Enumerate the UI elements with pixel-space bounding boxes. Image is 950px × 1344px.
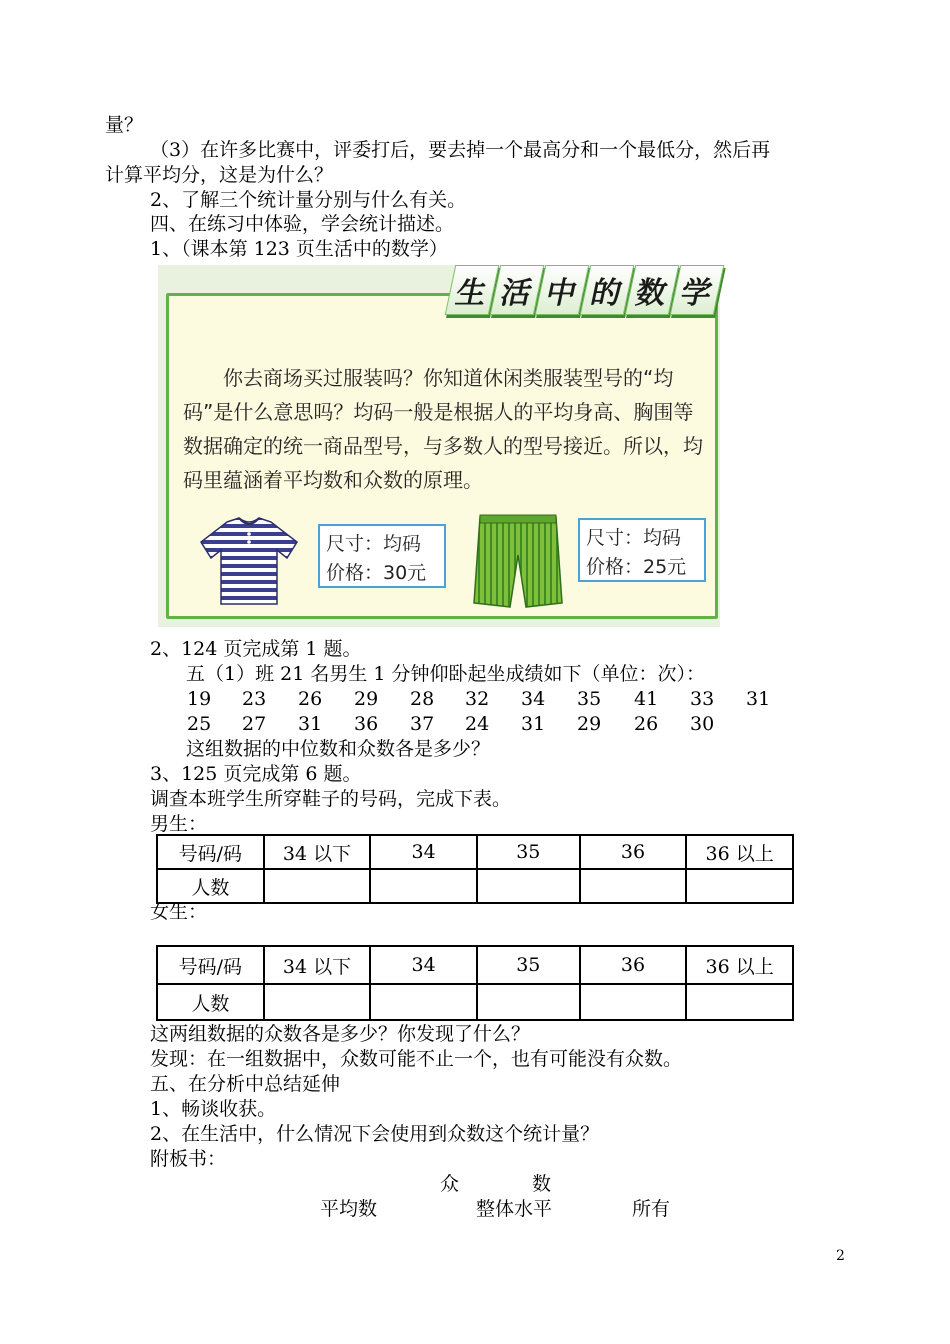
table-cell-empty[interactable]: [686, 984, 793, 1020]
table-header-cell: 号码/码: [157, 946, 264, 984]
textbook-inset: [158, 265, 720, 627]
exercise-2-heading: 2、124 页完成第 1 题。: [150, 638, 362, 660]
exercise-3-instruction: 调查本班学生所穿鞋子的号码，完成下表。: [150, 788, 512, 810]
table-cell-empty[interactable]: [580, 984, 687, 1020]
boys-label: 男生：: [150, 813, 208, 835]
table-header-cell: 34: [370, 946, 477, 984]
shorts-price-tag: 尺寸：均码 价格：25元: [578, 518, 706, 582]
data-value: 34: [521, 688, 546, 710]
inset-paragraph: 你去商场买过服装吗？你知道休闲类服装型号的“均码”是什么意思吗？均码一般是根据人的平均身高、胸围等数据确定的统一商品型号，与多数人的型号接近。所以，均码里蕴涵着平均数和众数的原理。: [183, 366, 703, 492]
data-value: 24: [465, 713, 490, 735]
text-line-4: 2、了解三个统计量分别与什么有关。: [150, 189, 467, 211]
board-title-char-2: 数: [532, 1173, 552, 1195]
data-value: 29: [577, 713, 602, 735]
board-label: 附板书：: [150, 1148, 227, 1170]
table-cell-empty[interactable]: [264, 869, 371, 903]
banner-char: 生: [445, 265, 500, 315]
exercise-2-question: 这组数据的中位数和众数各是多少？: [186, 738, 491, 760]
exercise-3-question: 这两组数据的众数各是多少？你发现了什么？: [150, 1023, 531, 1045]
data-value: 32: [465, 688, 490, 710]
green-shorts-image: [472, 511, 564, 611]
banner-char: 的: [580, 265, 635, 315]
striped-shirt-image: [197, 516, 301, 608]
page-number: 2: [836, 1248, 845, 1264]
table-cell-empty[interactable]: [477, 984, 580, 1020]
table-header-row: [157, 946, 793, 984]
boys-shoe-table: [156, 834, 794, 904]
data-value: 37: [410, 713, 435, 735]
data-value: 23: [242, 688, 267, 710]
exercise-1-heading: 1、（课本第 123 页生活中的数学）: [150, 238, 448, 260]
section-5-item-1: 1、畅谈收获。: [150, 1098, 277, 1120]
table-cell-empty[interactable]: [686, 869, 793, 903]
table-row: [157, 869, 793, 903]
text-line-2: （3）在许多比赛中，评委打后，要去掉一个最高分和一个最低分，然后再: [150, 139, 771, 161]
data-value: 27: [242, 713, 267, 735]
finding-text: 发现：在一组数据中，众数可能不止一个，也有可能没有众数。: [150, 1048, 683, 1070]
table-cell-empty[interactable]: [264, 984, 371, 1020]
table-cell-empty[interactable]: [370, 869, 477, 903]
exercise-2-intro: 五（1）班 21 名男生 1 分钟仰卧起坐成绩如下（单位：次）：: [186, 663, 706, 685]
table-header-cell: 34 以下: [264, 835, 371, 869]
data-value: 33: [690, 688, 715, 710]
inset-banner: [450, 265, 720, 327]
table-header-cell: 36: [580, 946, 687, 984]
table-row-label: 人数: [157, 869, 264, 903]
table-row: [157, 984, 793, 1020]
table-header-cell: 36: [580, 835, 687, 869]
data-value: 31: [298, 713, 323, 735]
data-value: 28: [410, 688, 435, 710]
data-value: 36: [354, 713, 379, 735]
banner-char: 中: [535, 265, 590, 315]
banner-char: 学: [670, 265, 725, 315]
table-header-cell: 34: [370, 835, 477, 869]
table-header-cell: 号码/码: [157, 835, 264, 869]
board-col-2: 整体水平: [476, 1198, 553, 1220]
girls-shoe-table: [156, 945, 794, 1021]
data-row-2: [0, 712, 950, 736]
table-header-row: [157, 835, 793, 869]
data-value: 31: [746, 688, 771, 710]
board-col-1: 平均数: [320, 1198, 378, 1220]
table-header-cell: 36 以上: [686, 946, 793, 984]
table-row-label: 人数: [157, 984, 264, 1020]
table-header-cell: 34 以下: [264, 946, 371, 984]
section-5-heading: 五、在分析中总结延伸: [150, 1073, 341, 1095]
data-value: 26: [634, 713, 659, 735]
text-line-3: 计算平均分，这是为什么？: [105, 164, 334, 186]
banner-char: 数: [625, 265, 680, 315]
girls-label: 女生：: [150, 901, 208, 923]
table-header-cell: 36 以上: [686, 835, 793, 869]
banner-char: 活: [490, 265, 545, 315]
data-value: 26: [298, 688, 323, 710]
board-title-char-1: 众: [440, 1173, 460, 1195]
data-value: 35: [577, 688, 602, 710]
exercise-3-heading: 3、125 页完成第 6 题。: [150, 763, 362, 785]
table-cell-empty[interactable]: [580, 869, 687, 903]
table-header-cell: 35: [477, 946, 580, 984]
board-col-3: 所有: [632, 1198, 671, 1220]
data-value: 25: [187, 713, 212, 735]
shirt-price-tag: 尺寸：均码 价格：30元: [318, 524, 446, 588]
table-cell-empty[interactable]: [370, 984, 477, 1020]
inset-frame: [166, 293, 718, 619]
data-value: 31: [521, 713, 546, 735]
table-cell-empty[interactable]: [477, 869, 580, 903]
section-5-item-2: 2、在生活中，什么情况下会使用到众数这个统计量？: [150, 1123, 600, 1145]
data-row-1: [0, 687, 950, 711]
data-value: 29: [354, 688, 379, 710]
data-value: 30: [690, 713, 715, 735]
table-header-cell: 35: [477, 835, 580, 869]
section-4-heading: 四、在练习中体验，学会统计描述。: [150, 213, 455, 235]
text-line-1: 量？: [105, 114, 144, 136]
data-value: 19: [187, 688, 212, 710]
data-value: 41: [634, 688, 659, 710]
